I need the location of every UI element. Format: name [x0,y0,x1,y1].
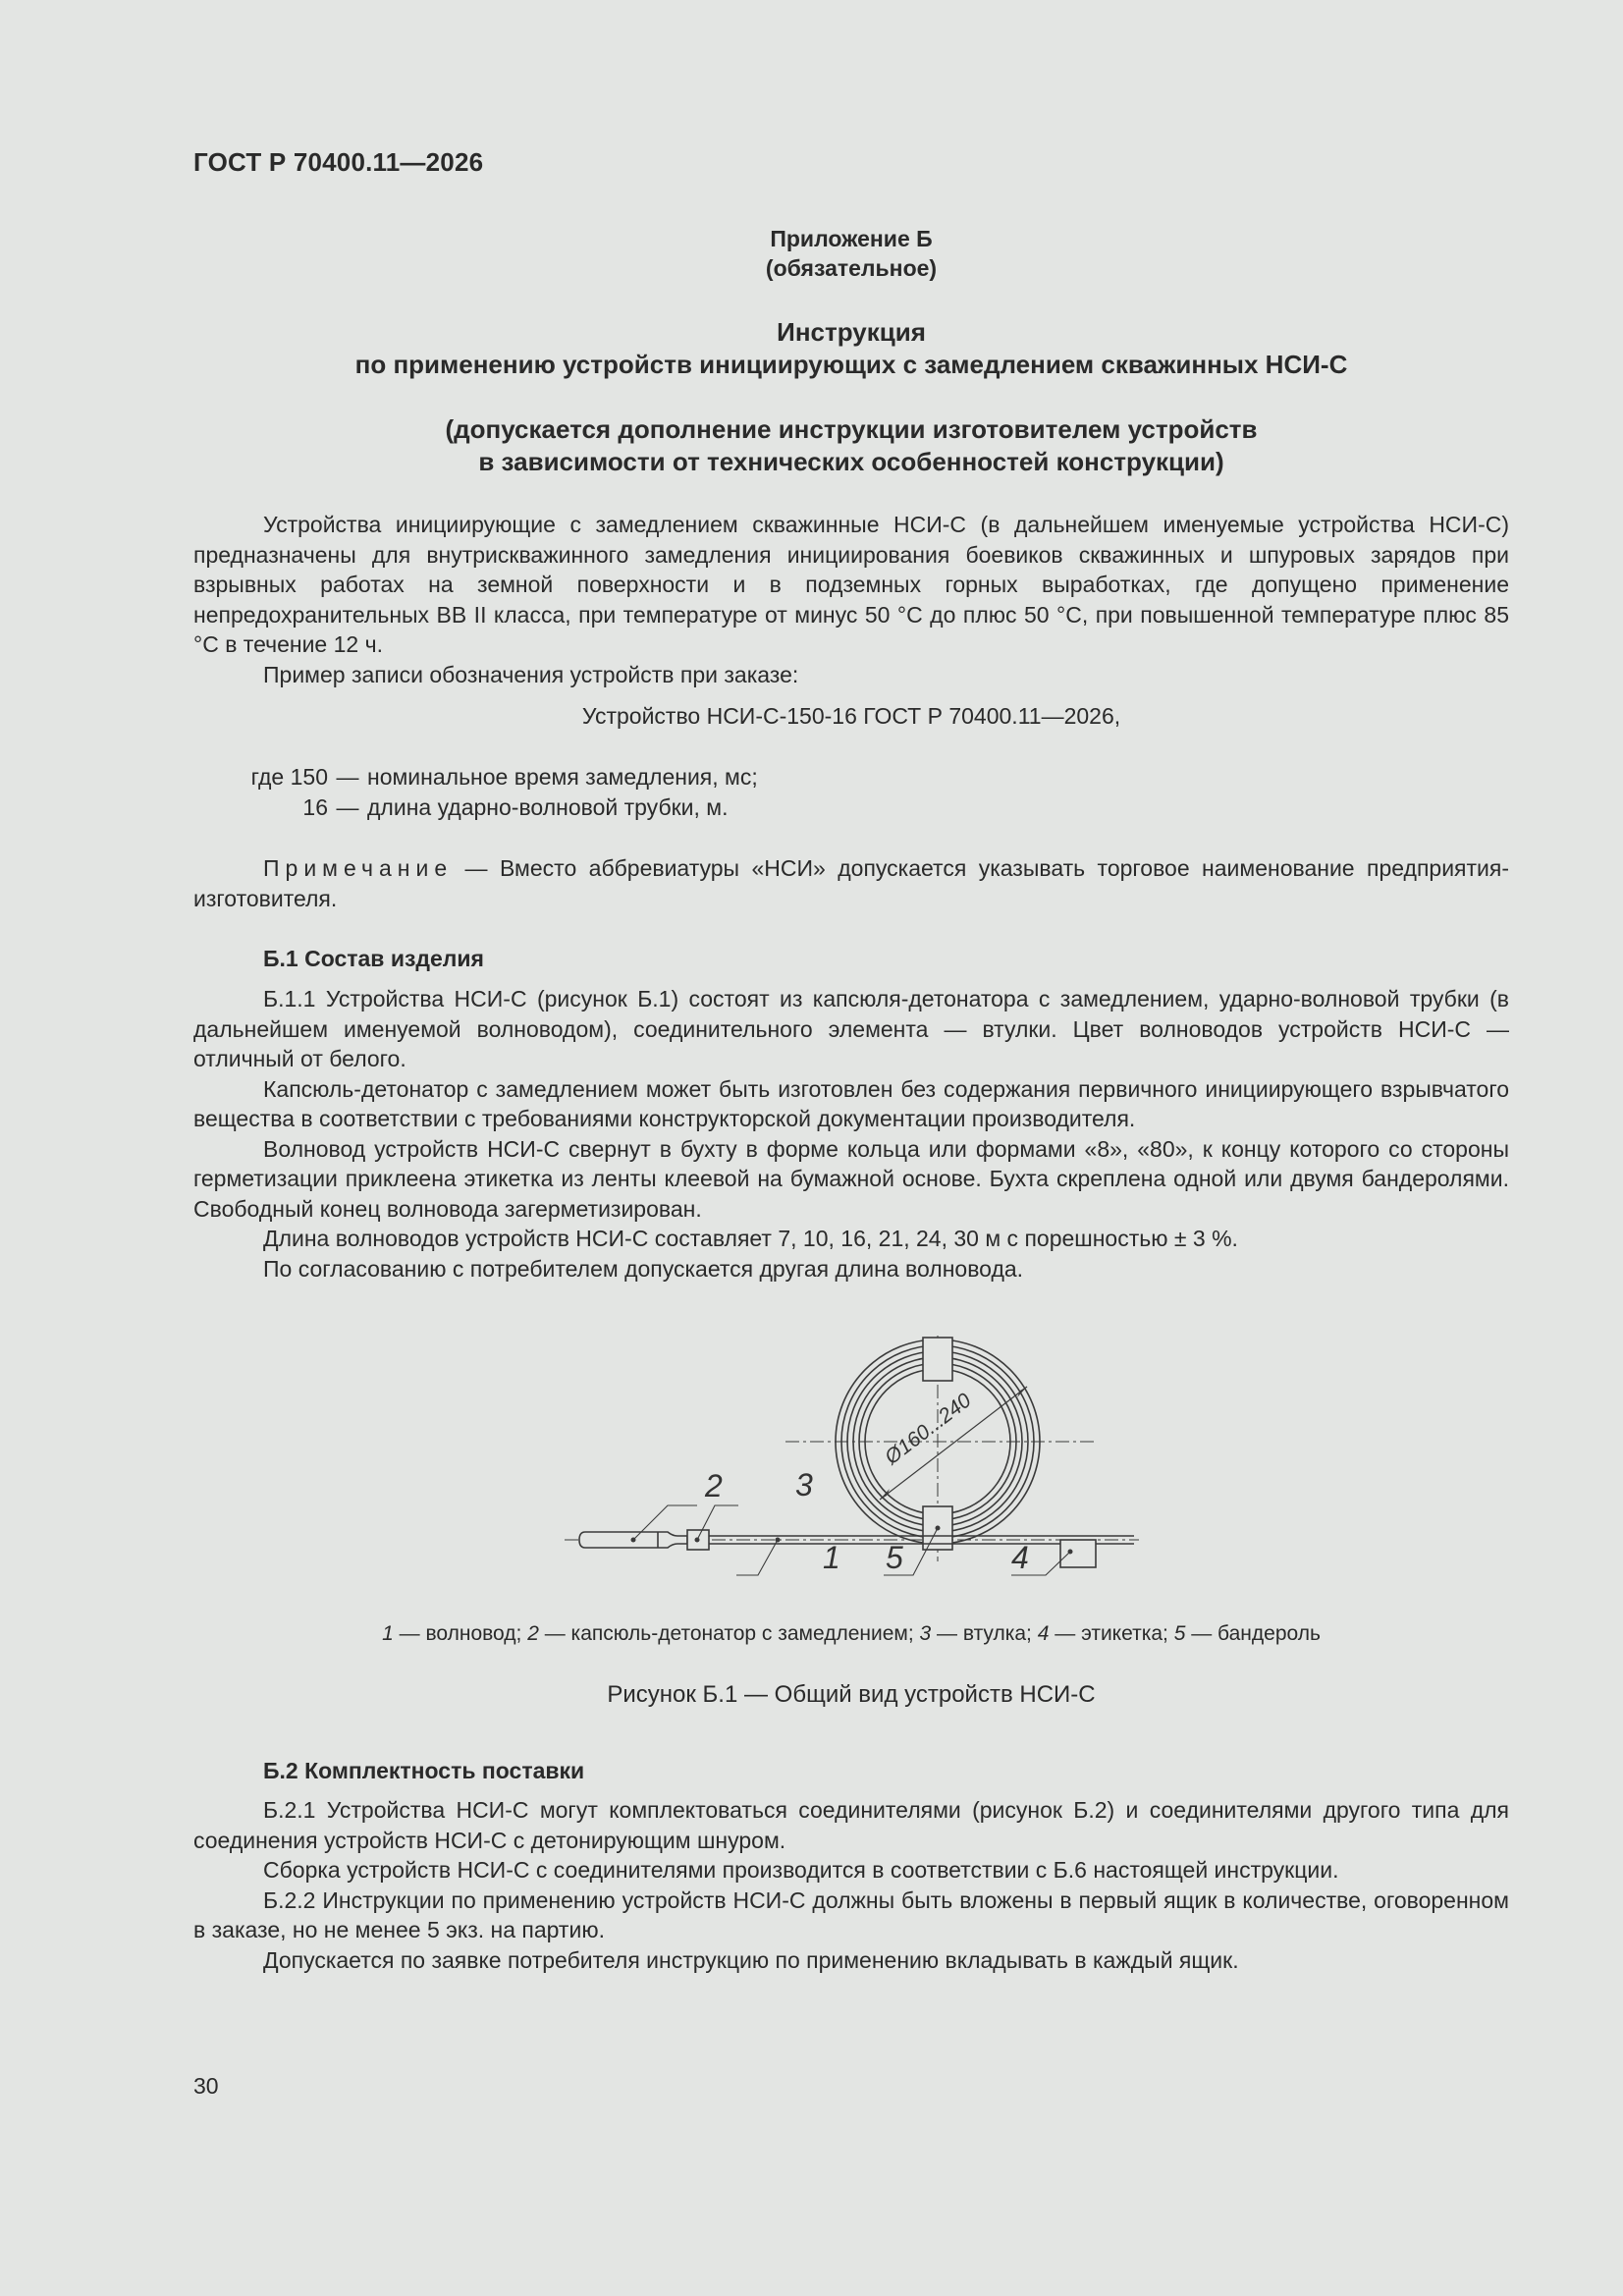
legend-text: — капсюль-детонатор с замедлением; [538,1622,920,1645]
callout-5-label: 5 [886,1540,903,1575]
section-2-paragraph: Б.2.2 Инструкции по применению устройств НСИ-С должны быть вложены в первый ящик в количестве, оговоренном в заказе, но не менее 5 экз. на партию. [193,1886,1509,1942]
callout-2-label: 2 [705,1468,723,1503]
figure-caption: Рисунок Б.1 — Общий вид устройств НСИ-С [607,1681,1096,1708]
legend-text: — бандероль [1185,1622,1321,1645]
section-2-paragraph: Б.2.1 Устройства НСИ-С могут комплектоваться соединителями (рисунок Б.2) и соединителями другого типа для соединения устройств НСИ-С с детонирующим шнуром. [193,1797,1509,1853]
section-2-heading: Б.2 Комплектность поставки [263,1758,585,1783]
callout-1-label: 1 [823,1540,840,1575]
callout-1-leader [736,1540,778,1575]
where-desc: длина ударно-волновой трубки, м. [367,794,729,820]
note-label: Примечание [263,855,454,881]
standard-header: ГОСТ Р 70400.11—2026 [193,147,484,177]
callout-1-dot [776,1538,781,1543]
diameter-label: Ø160...240 [881,1389,976,1469]
intro-paragraph: Устройства инициирующие с замедлением скважинные НСИ-С (в дальнейшем именуемые устройства НСИ-С) предназначены для внутрискважинного замедления инициирования боевиков скважинных и шпуровых зарядов при взрывных работах на земной поверхности и в подземных горных выработках, где допущено применение непредохранительных ВВ II класса, при температуре от минус 50 °С до плюс 50 °С, при повышенной температуре плюс 85 °С в течение 12 ч. [193,512,1509,657]
where-list [200,762,758,823]
section-1-paragraph: Капсюль-детонатор с замедлением может быть изготовлен без содержания первичного инициирующего взрывчатого вещества в соответствии с требованиями конструкторской документации производителя. [193,1075,1509,1131]
callout-3-label: 3 [795,1467,813,1503]
legend-num: 1 [382,1622,394,1645]
where-desc: номинальное время замедления, мс; [367,764,758,790]
appendix-label: Приложение Б [770,226,933,251]
intro-section [193,510,1509,689]
note-paragraph [193,853,1509,913]
callout-5-dot [936,1526,941,1531]
order-example: Устройство НСИ-С-150-16 ГОСТ Р 70400.11—2026, [581,703,1121,729]
where-row [200,793,758,823]
device-drawing [550,1326,1159,1601]
section-2-body [193,1795,1509,1975]
legend-num: 5 [1173,1622,1186,1645]
appendix-heading [193,224,1509,283]
page-number: 30 [193,2073,219,2099]
callout-2-dot [631,1538,636,1543]
legend-text: — волновод; [393,1622,528,1645]
legend-num: 3 [919,1622,932,1645]
where-key: где 150 [250,764,328,790]
legend-num: 4 [1037,1622,1050,1645]
note-text: — Вместо аббревиатуры «НСИ» допускается указывать торговое наименование предприятия-изготовителя. [193,855,1509,911]
document-subtitle [193,413,1509,478]
subtitle-line-1: (допускается дополнение инструкции изготовителем устройств [445,414,1258,444]
section-1-body [193,984,1509,1284]
appendix-status: (обязательное) [765,255,938,281]
title-line-1: Инструкция [777,317,926,347]
title-line-2: по применению устройств инициирующих с замедлением скважинных НСИ-С [354,350,1348,379]
legend-text: — втулка; [931,1622,1038,1645]
section-2-paragraph: Допускается по заявке потребителя инструкцию по применению вкладывать в каждый ящик. [263,1946,1239,1973]
callout-4-label: 4 [1011,1540,1029,1575]
document-title [193,316,1509,381]
section-1-paragraph: Б.1.1 Устройства НСИ-С (рисунок Б.1) состоят из капсюля-детонатора с замедлением, ударно-волновой трубки (в дальнейшем именуемой волноводом), соединительного элемента — втулки. Цвет волноводов устройств НСИ-С — отличный от белого. [193,986,1509,1071]
note-block [193,853,1509,913]
band-top [923,1338,952,1381]
subtitle-line-2: в зависимости от технических особенностей конструкции) [478,447,1224,476]
order-example-lead: Пример записи обозначения устройств при заказе: [263,661,799,687]
where-key: 16 [302,794,328,820]
where-row [200,762,758,793]
legend-num: 2 [527,1622,539,1645]
callout-4-dot [1068,1550,1073,1555]
where-dash: — [336,794,359,820]
where-dash: — [336,764,359,790]
figure-legend [193,1622,1509,1646]
section-1-paragraph: Волновод устройств НСИ-С свернут в бухту в форме кольца или формами «8», «80», к концу которого со стороны герметизации приклеена этикетка из ленты клеевой на бумажной основе. Бухта скреплена одной или двумя бандеролями. Свободный конец волновода загерметизирован. [193,1135,1509,1222]
section-2-paragraph: Сборка устройств НСИ-С с соединителями производится в соответствии с Б.6 настоящей инструкции. [263,1857,1339,1883]
callout-3-dot [695,1538,700,1543]
section-1-heading: Б.1 Состав изделия [263,946,484,971]
section-1-paragraph: Длина волноводов устройств НСИ-С составляет 7, 10, 16, 21, 24, 30 м с порешностью ± 3 %. [263,1226,1238,1251]
label-tag [1060,1540,1096,1567]
legend-text: — этикетка; [1049,1622,1174,1645]
section-1-paragraph: По согласованию с потребителем допускается другая длина волновода. [263,1255,1024,1282]
